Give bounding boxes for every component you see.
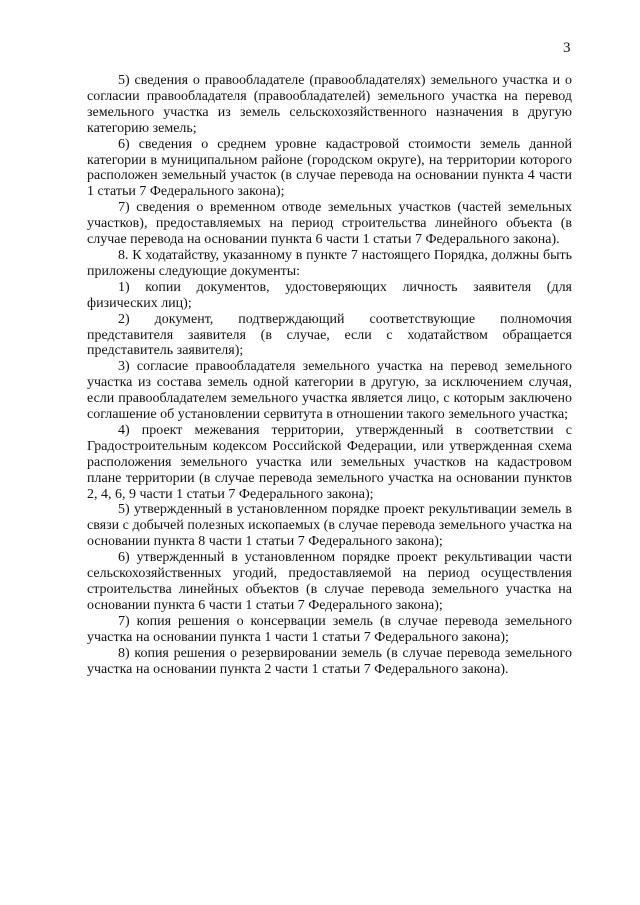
paragraph-8-8-reservation-decision: 8) копия решения о резервировании земель (в случае перевода земельного участка на основании пункта 2 части 1 статьи 7 Федерального закона). [87,645,572,677]
page-number: 3 [563,40,571,56]
paragraph-8-6-recultivation-linear: 6) утвержденный в установленном порядке проект рекультивации части сельскохозяйственных угодий, предоставляемой на период осуществления строительства линейных объектов (в случае перевода земельного участка на основании пункта 6 части 1 статьи 7 Федерального закона); [87,550,572,613]
paragraph-8-4-survey-project: 4) проект межевания территории, утвержденный в соответствии с Градостроительным кодексом Российской Федерации, или утвержденная схема расположения земельного участка или земельных участков на кадастровом плане территории (в случае перевода земельного участка на основании пунктов 2, 4, 6, 9 части 1 статьи 7 Федерального закона); [87,422,572,502]
paragraph-8-5-recultivation-mining: 5) утвержденный в установленном порядке проект рекультивации земель в связи с добычей полезных ископаемых (в случае перевода земельного участка на основании пункта 8 части 1 статьи 7 Федерального закона); [87,502,572,550]
paragraph-7-6-cadastral-value: 6) сведения о среднем уровне кадастровой стоимости земель данной категории в муниципальном районе (городском округе), на территории которого расположен земельный участок (в случае перевода на основании пункта 4 части 1 статьи 7 Федерального закона); [87,136,572,200]
paragraph-7-5-owner-info: 5) сведения о правообладателе (правообладателях) земельного участка и о согласии правообладателя (правообладателей) земельного участка на перевод земельного участка из земель сельскохозяйственного назначения в другую категорию земель; [87,73,572,136]
paragraph-8-1-identity-docs: 1) копии документов, удостоверяющих личность заявителя (для физических лиц); [87,279,572,311]
paragraph-8-7-conservation-decision: 7) копия решения о консервации земель (в случае перевода земельного участка на основании пункта 1 части 1 статьи 7 Федерального закона); [87,613,572,645]
paragraph-8-3-owner-consent: 3) согласие правообладателя земельного участка на перевод земельного участка из состава земель одной категории в другую, за исключением случая, если правообладателем земельного участка является лицо, с которым заключено соглашение об установлении сервитута в отношении такого земельного участка; [87,359,572,423]
paragraph-7-7-temporary-allocation: 7) сведения о временном отводе земельных участков (частей земельных участков), предоставляемых на период строительства линейного объекта (в случае перевода на основании пункта 6 части 1 статьи 7 Федерального закона). [87,200,572,248]
document-body [87,73,572,677]
paragraph-8-intro: 8. К ходатайству, указанному в пункте 7 настоящего Порядка, должны быть приложены следующие документы: [87,247,572,279]
paragraph-8-2-authority-doc: 2) документ, подтверждающий соответствующие полномочия представителя заявителя (в случае, если с ходатайством обращается представитель заявителя); [87,311,572,359]
